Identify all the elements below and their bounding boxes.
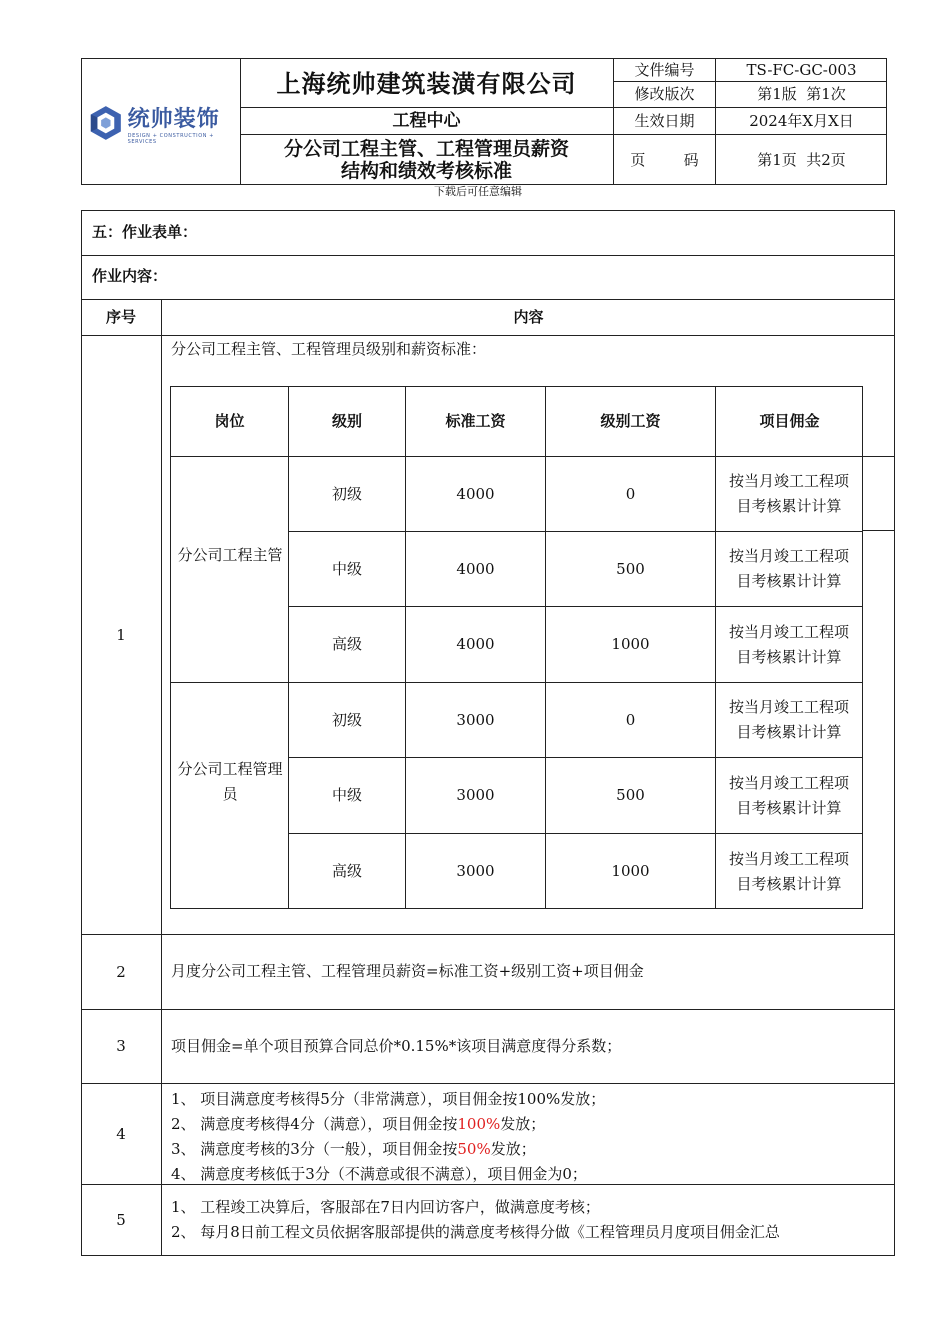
salary-intro: 分公司工程主管、工程管理员级别和薪资标准： (171, 340, 487, 358)
column-header-no: 序号 (105, 308, 136, 326)
column-header-content: 内容 (513, 308, 544, 326)
edit-note: 下载后可任意编辑 (434, 185, 522, 198)
level-pay-cell: 1000 (611, 635, 650, 653)
commission-cell: 按当月竣工工程项目考核累计计算 (728, 849, 849, 893)
rule-line (171, 1112, 605, 1137)
position-cell: 分公司工程主管 (177, 546, 283, 564)
table-header: 岗位 (214, 412, 245, 430)
standard-pay-cell: 3000 (456, 862, 495, 880)
table-divider (863, 456, 894, 457)
meta-value: 2024年X月X日 (749, 111, 854, 130)
form-divider (81, 1009, 895, 1010)
table-header: 项目佣金 (759, 412, 820, 430)
meta-label: 页 码 (630, 150, 699, 169)
company-logo (88, 100, 238, 146)
row-number: 4 (116, 1124, 126, 1143)
level-cell: 中级 (331, 559, 362, 578)
form-divider (81, 255, 895, 256)
form-divider (161, 299, 162, 1255)
process-steps (171, 1195, 780, 1245)
highlight-percent: 50% (457, 1140, 491, 1158)
table-header: 级别 (331, 412, 362, 430)
table-header: 级别工资 (600, 412, 661, 430)
company-name: 上海统帅建筑装潢有限公司 (276, 68, 577, 98)
document-title (240, 138, 613, 182)
hexagon-logo-icon (88, 103, 124, 143)
level-cell: 初级 (331, 484, 362, 503)
table-divider (715, 386, 716, 909)
commission-cell: 按当月竣工工程项目考核累计计算 (728, 472, 849, 515)
section-title: 五：作业表单： (92, 223, 198, 241)
meta-value: TS-FC-GC-003 (746, 60, 857, 79)
logo-tagline: DESIGN + CONSTRUCTION + SERVICES (127, 132, 215, 145)
row-number: 3 (116, 1037, 126, 1055)
rule-text: 3、 满意度考核的3分（一般），项目佣金按 (171, 1140, 458, 1158)
level-pay-cell: 1000 (611, 862, 650, 880)
row-number: 2 (116, 962, 126, 981)
rule-text: 发放； (490, 1140, 536, 1158)
department-name: 工程中心 (392, 110, 461, 131)
standard-pay-cell: 3000 (456, 710, 495, 729)
commission-cell: 按当月竣工工程项目考核累计计算 (728, 622, 849, 666)
rule-line: 4、 满意度考核低于3分（不满意或很不满意），项目佣金为0； (171, 1165, 587, 1183)
meta-label: 修改版次 (634, 85, 695, 103)
row-number: 5 (116, 1210, 126, 1229)
document-title-line: 结构和绩效考核标准 (340, 160, 512, 182)
rule-line: 1、 项目满意度考核得5分（非常满意），项目佣金按100%发放； (171, 1090, 606, 1108)
rule-line (171, 1137, 605, 1162)
level-pay-cell: 500 (616, 559, 645, 578)
standard-pay-cell: 4000 (456, 484, 495, 503)
level-pay-cell: 0 (625, 710, 636, 729)
standard-pay-cell: 3000 (456, 786, 495, 804)
content-label: 作业内容： (92, 267, 168, 285)
form-divider (81, 1255, 895, 1256)
level-pay-cell: 0 (625, 484, 636, 503)
salary-formula: 月度分公司工程主管、工程管理员薪资=标准工资+级别工资+项目佣金 (171, 962, 644, 980)
highlight-percent: 100% (457, 1115, 501, 1133)
table-divider (863, 530, 894, 531)
position-cell: 分公司工程管理员 (177, 760, 283, 803)
form-divider (81, 335, 895, 336)
level-cell: 中级 (331, 786, 362, 804)
standard-pay-cell: 4000 (456, 559, 495, 578)
commission-formula: 项目佣金=单个项目预算合同总价*0.15%*该项目满意度得分系数； (171, 1037, 622, 1055)
step-line: 1、 工程竣工决算后，客服部在7日内回访客户，做满意度考核； (171, 1198, 600, 1216)
meta-label: 文件编号 (634, 60, 695, 79)
form-divider (81, 1083, 895, 1084)
meta-label: 生效日期 (634, 111, 695, 130)
form-divider (81, 934, 895, 935)
row-number: 1 (116, 625, 126, 644)
level-pay-cell: 500 (616, 786, 645, 804)
meta-value: 第1页 共2页 (757, 150, 846, 169)
level-cell: 高级 (331, 635, 362, 653)
commission-cell: 按当月竣工工程项目考核累计计算 (728, 698, 849, 741)
logo-text: 统帅装饰 (127, 106, 220, 132)
commission-cell: 按当月竣工工程项目考核累计计算 (728, 547, 849, 590)
document-title-line: 分公司工程主管、工程管理员薪资 (283, 138, 569, 160)
meta-value: 第1版 第1次 (757, 85, 846, 103)
rule-text: 2、 满意度考核得4分（满意），项目佣金按 (171, 1115, 458, 1133)
standard-pay-cell: 4000 (456, 635, 495, 653)
table-header: 标准工资 (445, 412, 506, 430)
step-line: 2、 每月8日前工程文员依据客服部提供的满意度考核得分做《工程管理员月度项目佣金汇总 (171, 1223, 780, 1241)
level-cell: 高级 (331, 862, 362, 880)
satisfaction-rules (171, 1087, 605, 1187)
level-cell: 初级 (331, 710, 362, 729)
rule-text: 发放； (500, 1115, 546, 1133)
commission-cell: 按当月竣工工程项目考核累计计算 (728, 773, 849, 817)
